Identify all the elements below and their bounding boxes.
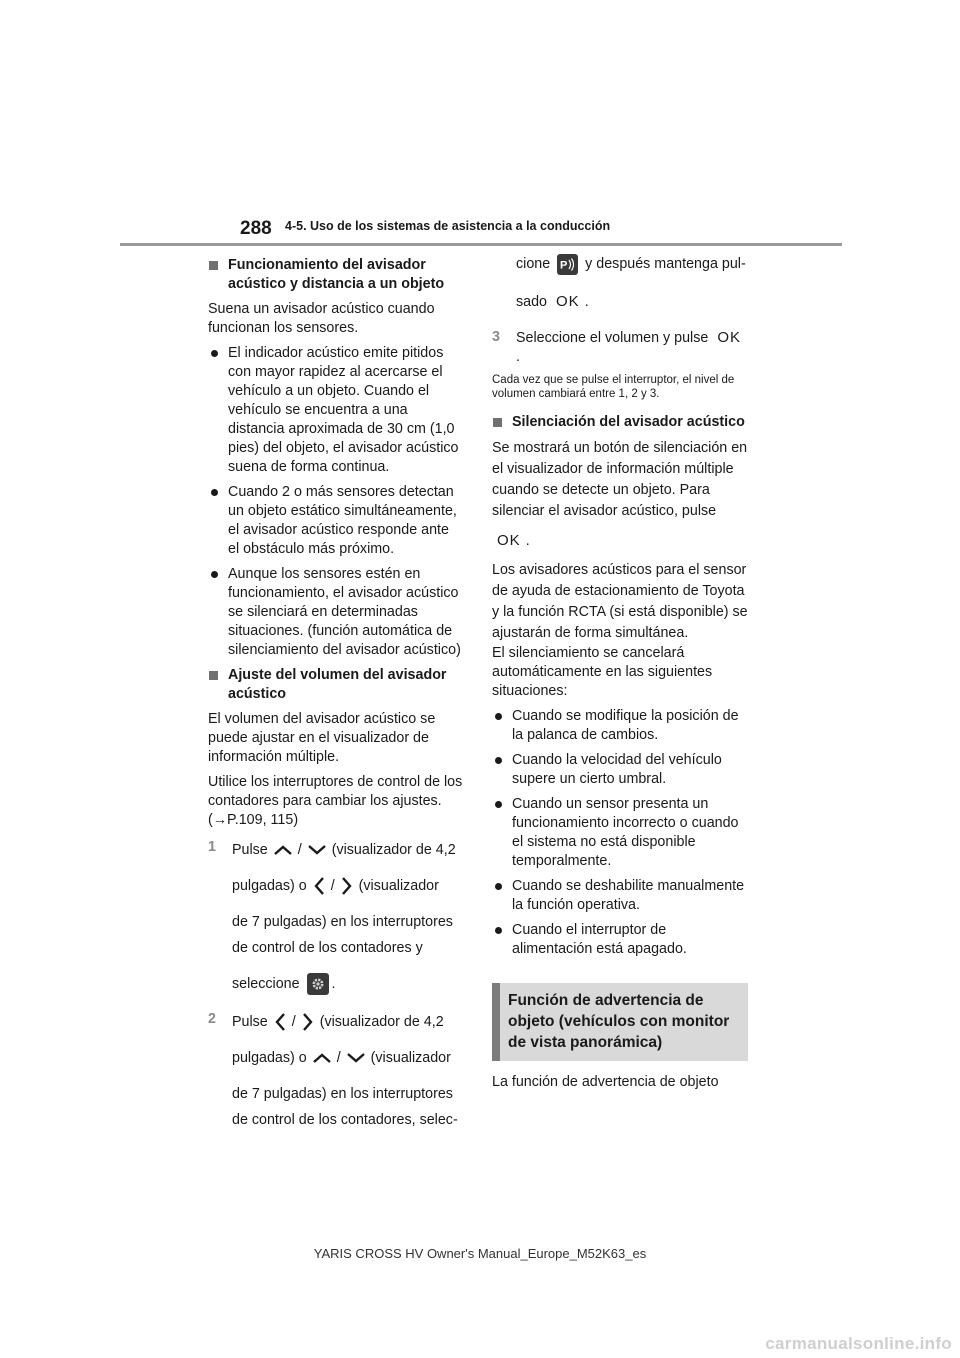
square-bullet-icon <box>209 671 218 680</box>
header-rule <box>120 243 842 246</box>
list-item: Cuando el interruptor de alimentación está apagado. <box>492 921 748 959</box>
ok-button-icon: OK <box>497 532 521 549</box>
bullet-icon <box>495 927 502 934</box>
heading-buzzer-mute: Silenciación del avisador acústico <box>492 413 748 432</box>
paragraph: El silenciamiento se cancelará automáticamente en las siguientes situaciones: <box>492 645 713 699</box>
list-item: Cuando se modifique la posición de la palanca de cambios. <box>492 707 748 745</box>
bullet-icon <box>495 713 502 720</box>
heading-volume-adjust: Ajuste del volumen del avisador acústico <box>208 666 464 704</box>
bullet-icon <box>211 350 218 357</box>
step-number: 1 <box>208 839 216 855</box>
paragraph: La función de advertencia de objeto <box>492 1074 719 1090</box>
list-item: Cuando se deshabilite manualmente la función operativa. <box>492 877 748 915</box>
step-number: 3 <box>492 329 500 345</box>
list-item: Cuando la velocidad del vehículo supere un cierto umbral. <box>492 751 748 789</box>
section-callout-heading: Función de advertencia de objeto (vehículos con monitor de vista panorámica) <box>492 983 748 1061</box>
chevron-down-icon <box>306 843 328 857</box>
list-item: Cuando 2 o más sensores detectan un objeto estático simultáneamente, el avisador acústico responde ante el obstáculo más próximo. <box>208 483 464 559</box>
step-number: 2 <box>208 1011 216 1027</box>
chevron-right-icon <box>300 1011 316 1033</box>
list-item: Aunque los sensores estén en funcionamiento, el avisador acústico se silenciará en determinadas situaciones. (función automática de silenciamiento del avisador acústico) <box>208 565 464 660</box>
bullet-icon <box>211 489 218 496</box>
square-bullet-icon <box>209 261 218 270</box>
ok-button-icon: OK <box>556 293 580 310</box>
chevron-up-icon <box>272 843 294 857</box>
list-item: Cuando un sensor presenta un funcionamiento incorrecto o cuando el sistema no está disponible temporalmente. <box>492 795 748 871</box>
step-1: 1 Pulse / (visualizador de 4,2 pulgadas) o / (visualizador de 7 pulgadas) en los interruptores de control de los contadores y seleccione . <box>208 838 464 996</box>
step-2: 2 Pulse / (visualizador de 4,2 pulgadas) o / (visualizador de 7 pulgadas) en los interruptores de control de los contadores, selec- <box>208 1011 458 1128</box>
watermark: carmanualsonline.info <box>765 1334 952 1353</box>
paragraph: Suena un avisador acústico cuando funcionan los sensores. <box>208 301 435 336</box>
bullet-icon <box>495 757 502 764</box>
bullet-icon <box>211 571 218 578</box>
bullet-icon <box>495 801 502 808</box>
chevron-up-icon <box>311 1051 333 1065</box>
svg-text:P: P <box>560 259 568 272</box>
section-title: 4-5. Uso de los sistemas de asistencia a la conducción <box>285 219 611 233</box>
chevron-left-icon <box>272 1011 288 1033</box>
paragraph: Los avisadores acústicos para el sensor de ayuda de estacionamiento de Toyota y la función RCTA (si está disponible) se ajustarán de forma simultánea. <box>492 562 748 641</box>
paragraph: Utilice los interruptores de control de los contadores para cambiar los ajustes. (→P.109, 115) <box>208 774 463 828</box>
paragraph: Se mostrará un botón de silenciación en el visualizador de información múltiple cuando se detecte un objeto. Para silenciar el avisador acústico, pulse OK . <box>492 440 748 549</box>
footer-manual-title: YARIS CROSS HV Owner's Manual_Europe_M52K63_es <box>313 1246 647 1261</box>
chevron-left-icon <box>311 875 327 897</box>
settings-gear-icon <box>307 973 329 995</box>
chevron-down-icon <box>345 1051 367 1065</box>
step-3: 3 Seleccione el volumen y pulse OK. <box>492 329 741 365</box>
page-number: 288 <box>240 218 272 239</box>
step-2-continued: cione P y después mantenga pul- sado OK . <box>492 252 748 314</box>
square-bullet-icon <box>493 418 502 427</box>
heading-buzzer-operation: Funcionamiento del avisador acústico y distancia a un objeto <box>208 256 464 294</box>
paragraph: El volumen del avisador acústico se puede ajustar en el visualizador de información múltiple. <box>208 711 436 765</box>
right-column <box>492 252 748 1098</box>
left-column <box>208 252 464 1138</box>
parking-sensor-icon <box>557 254 578 275</box>
chevron-right-icon <box>339 875 355 897</box>
bullet-icon <box>495 883 502 890</box>
note: Cada vez que se pulse el interruptor, el nivel de volumen cambiará entre 1, 2 y 3. <box>492 374 735 400</box>
ok-button-icon: OK <box>717 329 741 346</box>
list-item: El indicador acústico emite pitidos con mayor rapidez al acercarse el vehículo a un objeto. Cuando el vehículo se encuentra a una distancia aproximada de 30 cm (1,0 pies) del objeto, el avisador acústico suena de forma continua. <box>208 344 464 477</box>
